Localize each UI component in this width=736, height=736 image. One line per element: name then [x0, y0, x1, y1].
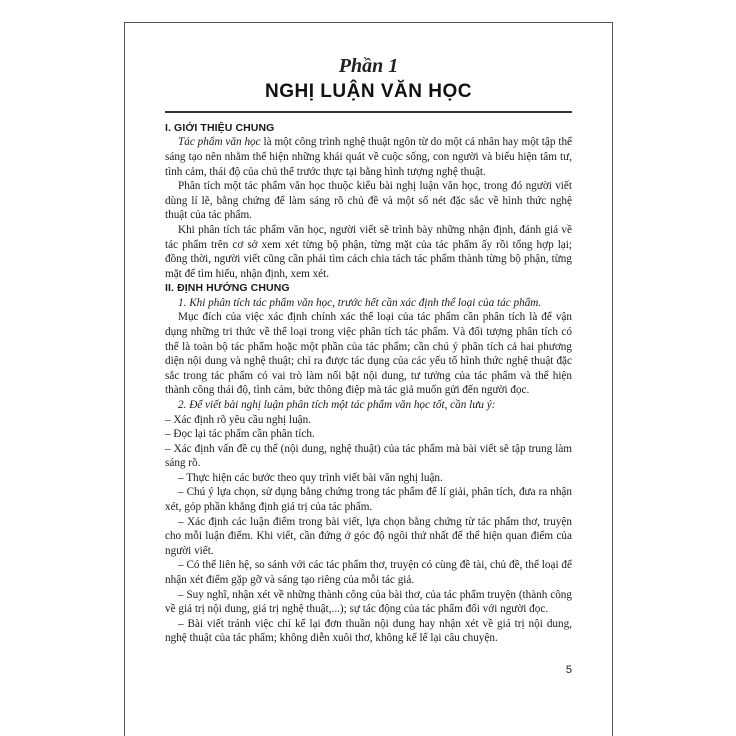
- paragraph-text: là một công trình nghệ thuật ngôn từ do một cá nhân hay một tập thể sáng tạo nên nhằm thể hiện những khái quát về cuộc sống, con người và biểu hiện tâm tư, tình cảm, thái độ của chủ thể trước thực tại bằng hình tượng nghệ thuật.: [165, 136, 573, 178]
- paragraph: [165, 135, 572, 179]
- list-item: – Xác định vấn đề cụ thể (nội dung, nghệ thuật) của tác phẩm mà bài viết sẽ tập trung làm sáng rõ.: [165, 442, 572, 470]
- list-item: – Bài viết tránh việc chỉ kể lại đơn thuần nội dung hay nhận xét về giá trị nội dung, nghệ thuật của tác phẩm; không diễn xuôi thơ, không kể lể lại câu chuyện.: [165, 617, 572, 645]
- subheading-2: 2. Để viết bài nghị luận phân tích một tác phẩm văn học tốt, cần lưu ý:: [178, 398, 496, 411]
- section-heading-intro: I. GIỚI THIỆU CHUNG: [165, 122, 275, 134]
- list-item: – Thực hiện các bước theo quy trình viết bài văn nghị luận.: [178, 471, 443, 484]
- list-item: – Đọc lại tác phẩm cần phân tích.: [165, 428, 315, 441]
- paragraph: Phân tích một tác phẩm văn học thuộc kiểu bài nghị luận văn học, trong đó người viết dùng lí lẽ, bằng chứng để làm sáng rõ chủ đề và một số nét đặc sắc về hình thức nghệ thuật của tác phẩm.: [165, 180, 572, 222]
- list-item: – Chú ý lựa chọn, sử dụng bằng chứng trong tác phẩm để lí giải, phân tích, đưa ra nhận xét, góp phần khẳng định giá trị của tác phẩm.: [165, 486, 572, 514]
- list-item: – Suy nghĩ, nhận xét về những thành công của bài thơ, của tác phẩm truyện (thành công về giá trị nội dung, giá trị nghệ thuật,...); sự tác động của tác phẩm đối với người đọc.: [165, 588, 572, 616]
- part-label: Phần 1: [338, 55, 399, 77]
- paragraph: Mục đích của việc xác định chính xác thể loại của tác phẩm cần phân tích là để vận dụng những tri thức về thể loại trong việc phân tích tác phẩm. Và đối tượng phân tích có thể là toàn bộ tác phẩm hoặc một phần của tác phẩm; cần chú ý phân tích cả hai phương diện nội dung và nghệ thuật; chỉ ra được tác dụng của các yếu tố hình thức nghệ thuật đặc sắc trong tác phẩm có vai trò làm nổi bật nội dung, tư tưởng của tác phẩm và thể hiện thành công thái độ, tình cảm, bức thông điệp mà tác giả muốn gửi đến người đọc.: [165, 311, 572, 397]
- book-page: [124, 22, 613, 736]
- page-number: 5: [565, 664, 572, 676]
- paragraph: Khi phân tích tác phẩm văn học, người viết sẽ trình bày những nhận định, đánh giá về tác phẩm trên cơ sở xem xét từng bộ phận, từng mặt của tác phẩm ấy rồi tổng hợp lại; đồng thời, người viết cũng cần phải tìm cách chia tách tác phẩm thành từng bộ phận, từng mặt để tìm hiểu, nhận định, xem xét.: [165, 223, 572, 280]
- list-item: – Xác định các luận điểm trong bài viết, lựa chọn bằng chứng từ tác phẩm thơ, truyện cho mỗi luận điểm. Khi viết, cần đứng ở góc độ ngôi thứ nhất để thể hiện quan điểm của người viết.: [165, 515, 572, 557]
- section-heading-guidance: II. ĐỊNH HƯỚNG CHUNG: [165, 282, 290, 295]
- list-item: – Xác định rõ yêu cầu nghị luận.: [165, 413, 312, 426]
- list-item: – Có thể liên hệ, so sánh với các tác phẩm thơ, truyện có cùng đề tài, chủ đề, thể loại để nhận xét điểm gặp gỡ và sáng tạo riêng của mỗi tác giả.: [165, 559, 572, 587]
- subheading-1: 1. Khi phân tích tác phẩm văn học, trước hết cần xác định thể loại của tác phẩm.: [178, 296, 542, 309]
- page-title: NGHỊ LUẬN VĂN HỌC: [265, 81, 472, 102]
- italic-term: Tác phẩm văn học: [178, 136, 261, 149]
- title-divider: [165, 111, 572, 113]
- page-body: [165, 121, 572, 646]
